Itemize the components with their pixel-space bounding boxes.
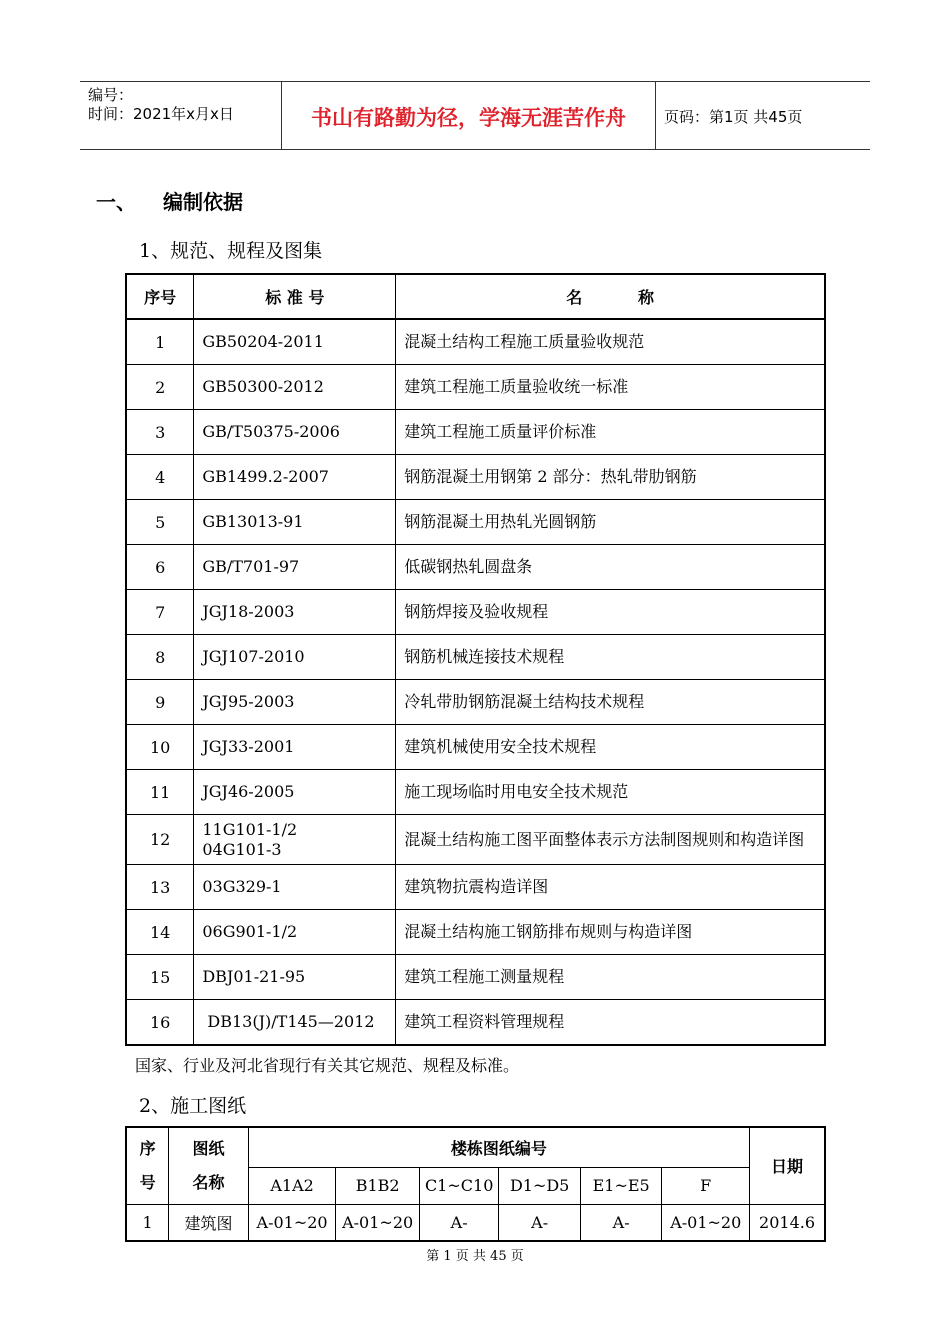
header-code: 标 准 号: [194, 274, 396, 319]
table-row: [126, 500, 825, 545]
building-d: D1~D5: [499, 1167, 581, 1204]
row-name: 钢筋混凝土用热轧光圆钢筋: [396, 500, 825, 545]
row-value-e: A-: [580, 1204, 662, 1241]
table-row: [126, 455, 825, 500]
row-code: DBJ01-21-95: [194, 955, 396, 1000]
table-row: [126, 955, 825, 1000]
row-seq: 9: [126, 680, 194, 725]
row-name: 低碳钢热轧圆盘条: [396, 545, 825, 590]
row-code: JGJ95-2003: [194, 680, 396, 725]
header-bottom-rule: [80, 149, 870, 150]
note-text: 国家、行业及河北省现行有关其它规范、规程及标准。: [135, 1056, 520, 1075]
row-name: 建筑物抗震构造详图: [396, 865, 825, 910]
row-name: 建筑工程资料管理规程: [396, 1000, 825, 1046]
row-value-a: A-01~20: [248, 1204, 336, 1241]
header-page-label: 页码：第1页 共45页: [664, 108, 803, 126]
row-seq: 13: [126, 865, 194, 910]
table-row: [126, 910, 825, 955]
row-seq: 14: [126, 910, 194, 955]
row-seq: 11: [126, 770, 194, 815]
row-code: GB/T50375-2006: [194, 410, 396, 455]
row-code: GB50300-2012: [194, 365, 396, 410]
row-name: 混凝土结构施工图平面整体表示方法制图规则和构造详图: [396, 815, 825, 865]
row-code: JGJ33-2001: [194, 725, 396, 770]
table-header-row: [126, 1127, 825, 1167]
table-row: [126, 725, 825, 770]
table-row: [126, 815, 825, 865]
subheading-standards: 1、规范、规程及图集: [139, 240, 323, 262]
row-code: GB50204-2011: [194, 319, 396, 365]
header-motto: 书山有路勤为径，学海无涯苦作舟: [311, 106, 626, 130]
row-name: 建筑图: [169, 1204, 248, 1241]
row-date: 2014.6: [750, 1204, 825, 1241]
header-date: 日期: [750, 1127, 825, 1204]
section-title: 编制依据: [163, 190, 243, 214]
row-seq: 16: [126, 1000, 194, 1046]
building-c: C1~C10: [419, 1167, 498, 1204]
table-row: [126, 635, 825, 680]
standards-table: [125, 273, 826, 1046]
header-top-rule: [80, 81, 870, 82]
header-drawing-name: [169, 1127, 248, 1204]
table-row: [126, 319, 825, 365]
row-name: 混凝土结构工程施工质量验收规范: [396, 319, 825, 365]
row-name: 混凝土结构施工钢筋排布规则与构造详图: [396, 910, 825, 955]
table-row: [126, 365, 825, 410]
row-seq: 3: [126, 410, 194, 455]
row-name: 建筑工程施工质量验收统一标准: [396, 365, 825, 410]
building-e: E1~E5: [580, 1167, 662, 1204]
header-divider-right: [655, 81, 656, 150]
table-row: [126, 545, 825, 590]
row-value-c: A-: [419, 1204, 498, 1241]
header-number-label: 编号：: [88, 86, 134, 104]
table-header-row: [126, 274, 825, 319]
row-code: 06G901-1/2: [194, 910, 396, 955]
table-row: [126, 680, 825, 725]
header-name-line1: 图纸: [192, 1138, 225, 1158]
row-seq: 12: [126, 815, 194, 865]
row-name: 建筑工程施工测量规程: [396, 955, 825, 1000]
row-code: 11G101-1/2 04G101-3: [194, 815, 396, 865]
row-value-d: A-: [499, 1204, 581, 1241]
header-seq-line2: 号: [139, 1172, 156, 1192]
row-seq: 8: [126, 635, 194, 680]
table-row: [126, 865, 825, 910]
section-number: 一、: [96, 190, 136, 214]
row-seq: 6: [126, 545, 194, 590]
table-row: [126, 1000, 825, 1046]
row-seq: 1: [126, 1204, 169, 1241]
header-seq: 序号: [126, 274, 194, 319]
row-code: GB/T701-97: [194, 545, 396, 590]
page-footer: 第 1 页 共 45 页: [426, 1249, 524, 1264]
header-building-group: 楼栋图纸编号: [248, 1127, 749, 1167]
row-seq: 10: [126, 725, 194, 770]
building-a: A1A2: [248, 1167, 336, 1204]
row-value-b: A-01~20: [336, 1204, 420, 1241]
table-row: [126, 410, 825, 455]
row-code: GB13013-91: [194, 500, 396, 545]
row-seq: 4: [126, 455, 194, 500]
header-name: 名 称: [396, 274, 825, 319]
row-name: 建筑机械使用安全技术规程: [396, 725, 825, 770]
table-row: [126, 590, 825, 635]
header-name-line2: 名称: [192, 1172, 225, 1192]
subheading-drawings: 2、施工图纸: [139, 1095, 247, 1117]
row-seq: 5: [126, 500, 194, 545]
header-seq: [126, 1127, 169, 1204]
row-name: 施工现场临时用电安全技术规范: [396, 770, 825, 815]
drawings-table: [125, 1126, 826, 1242]
header-time-label: 时间：2021年x月x日: [88, 105, 234, 123]
row-seq: 2: [126, 365, 194, 410]
row-name: 钢筋焊接及验收规程: [396, 590, 825, 635]
building-f: F: [662, 1167, 750, 1204]
header-seq-line1: 序: [139, 1138, 156, 1158]
row-code: 03G329-1: [194, 865, 396, 910]
row-code: GB1499.2-2007: [194, 455, 396, 500]
row-name: 建筑工程施工质量评价标准: [396, 410, 825, 455]
row-code: JGJ107-2010: [194, 635, 396, 680]
table-row: [126, 1204, 825, 1241]
row-seq: 7: [126, 590, 194, 635]
row-name: 钢筋混凝土用钢第 2 部分：热轧带肋钢筋: [396, 455, 825, 500]
row-name: 冷轧带肋钢筋混凝土结构技术规程: [396, 680, 825, 725]
row-name: 钢筋机械连接技术规程: [396, 635, 825, 680]
row-seq: 1: [126, 319, 194, 365]
table-row: [126, 770, 825, 815]
row-code: DB13(J)/T145—2012: [194, 1000, 396, 1046]
row-value-f: A-01~20: [662, 1204, 750, 1241]
row-code: JGJ46-2005: [194, 770, 396, 815]
row-code: JGJ18-2003: [194, 590, 396, 635]
building-b: B1B2: [336, 1167, 420, 1204]
row-seq: 15: [126, 955, 194, 1000]
